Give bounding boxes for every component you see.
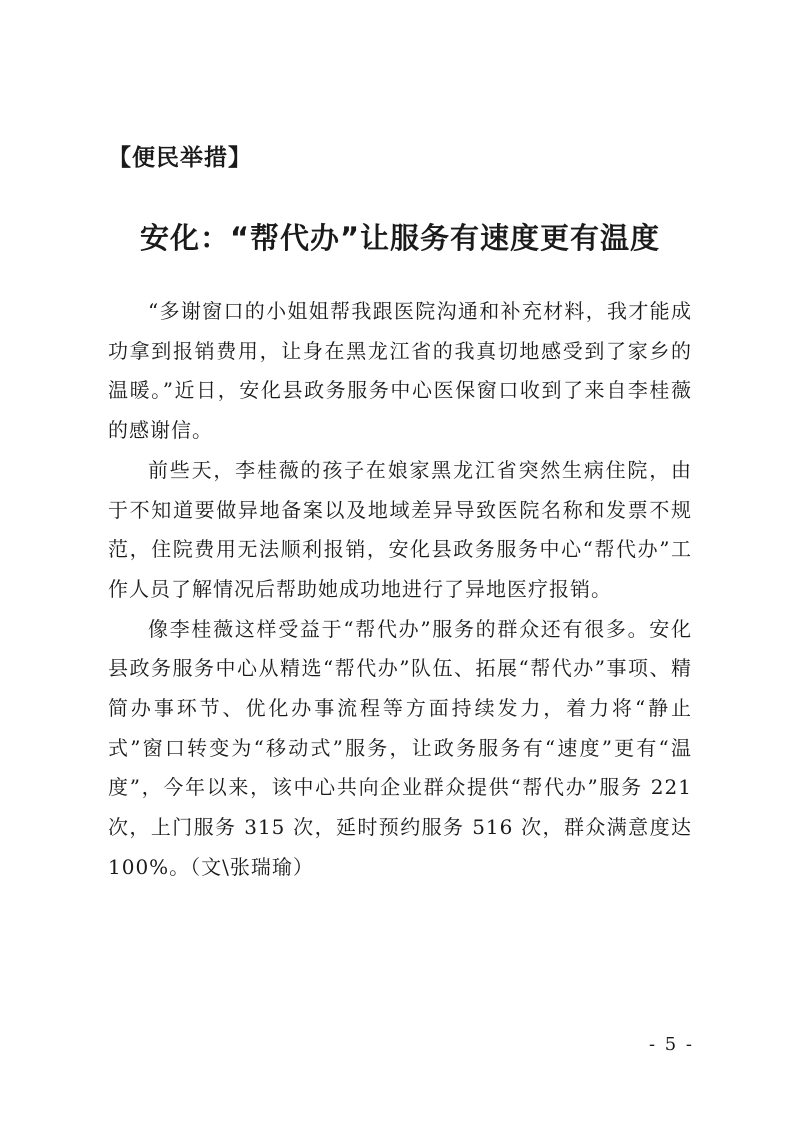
paragraph-2: 前些天，李桂薇的孩子在娘家黑龙江省突然生病住院，由于不知道要做异地备案以及地域差异导致医院名称和发票不规范，住院费用无法顺利报销，安化县政务服务中心“帮代办”工作人员了解情况后帮助她成功地进行了异地医疗报销。 bbox=[108, 457, 692, 601]
page-number: - 5 - bbox=[648, 1034, 694, 1055]
article bbox=[108, 140, 692, 888]
paragraph-3: 像李桂薇这样受益于“帮代办”服务的群众还有很多。安化县政务服务中心从精选“帮代办”队伍、拓展“帮代办”事项、精简办事环节、优化办事流程等方面持续发力，着力将“静止式”窗口转变为“移动式”服务，让政务服务有“速度”更有“温度”，今年以来，该中心共向企业群众提供“帮代办”服务 221 次，上门服务 315 次，延时预约服务 516 次，群众满意度达 100%。（文\张瑞瑜） bbox=[108, 616, 692, 879]
article-headline: 安化：“帮代办”让服务有速度更有温度 bbox=[139, 221, 661, 255]
paragraph-1: “多谢窗口的小姐姐帮我跟医院沟通和补充材料，我才能成功拿到报销费用，让身在黑龙江省的我真切地感受到了家乡的温暖。”近日，安化县政务服务中心医保窗口收到了来自李桂薇的感谢信。 bbox=[108, 299, 692, 443]
column-tag: 【便民举措】 bbox=[108, 145, 252, 171]
